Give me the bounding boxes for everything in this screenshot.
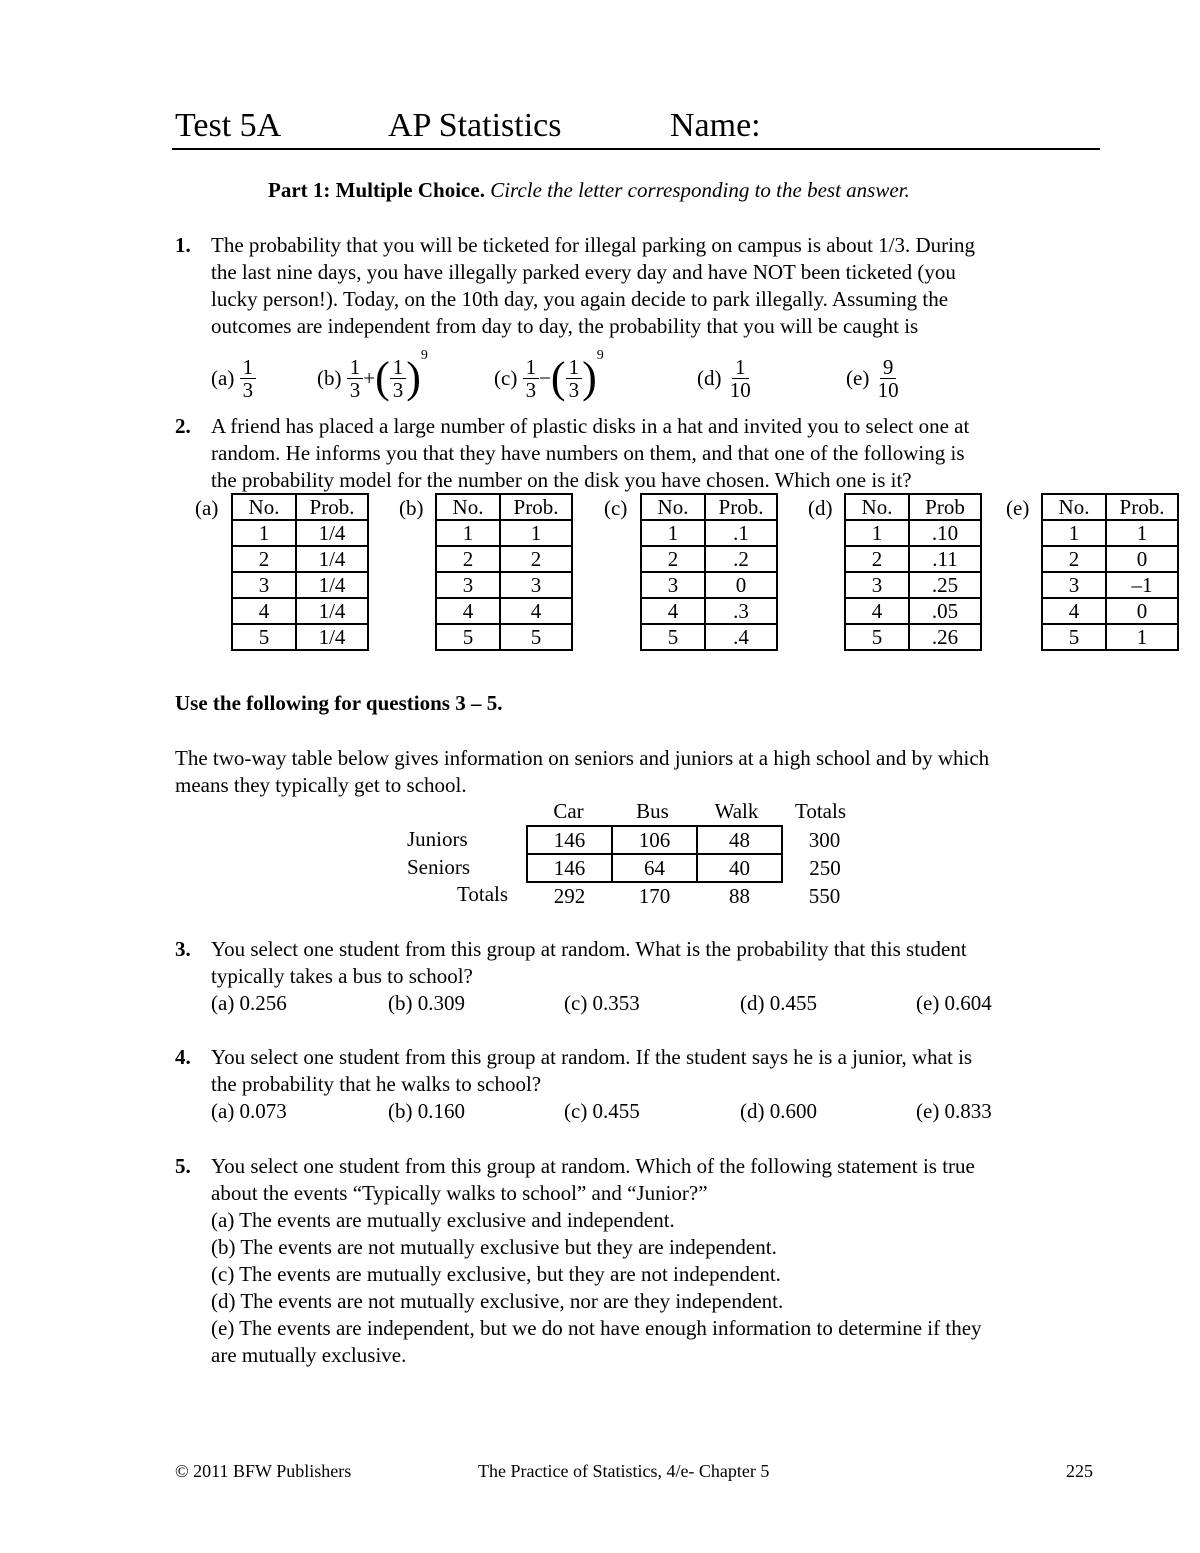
part1-label: Part 1: Multiple Choice. xyxy=(268,178,485,202)
q5-option-a[interactable]: (a) The events are mutually exclusive and independent. xyxy=(211,1208,675,1232)
footer-book: The Practice of Statistics, 4/e- Chapter 5 xyxy=(478,1461,770,1481)
table-cell: 1 xyxy=(1042,520,1106,546)
table-row xyxy=(641,546,777,572)
table-header: Prob xyxy=(909,494,981,520)
q1-b-left-paren: ( xyxy=(375,353,390,402)
table-cell: .05 xyxy=(909,598,981,624)
table-cell: 1/4 xyxy=(296,520,368,546)
table-cell: .3 xyxy=(705,598,777,624)
table-row xyxy=(845,598,981,624)
q3-option-b[interactable]: (b) 0.309 xyxy=(388,991,465,1015)
table-header: No. xyxy=(641,494,705,520)
table-row xyxy=(1042,598,1178,624)
q1-c-num: 1 xyxy=(523,356,540,379)
q5-option-c[interactable]: (c) The events are mutually exclusive, but they are not independent. xyxy=(211,1262,781,1286)
q3-option-a[interactable]: (a) 0.256 xyxy=(211,991,287,1015)
q1-option-a-fraction xyxy=(240,356,257,401)
q4-option-e[interactable]: (e) 0.833 xyxy=(916,1099,992,1123)
course-title: AP Statistics xyxy=(388,107,562,144)
table-row xyxy=(1042,624,1178,650)
table-row xyxy=(1042,520,1178,546)
table-cell: 146 xyxy=(527,826,612,854)
table-cell: 3 xyxy=(845,572,909,598)
table-cell: 106 xyxy=(612,826,697,854)
q1-option-e[interactable] xyxy=(846,348,902,408)
table-cell: 3 xyxy=(1042,572,1106,598)
q1-b-pnum: 1 xyxy=(390,356,407,379)
q2-table-d xyxy=(844,493,982,651)
q3-option-c[interactable]: (c) 0.353 xyxy=(564,991,640,1015)
table-cell: 1 xyxy=(1106,520,1178,546)
table-row xyxy=(436,598,572,624)
q1-option-e-fraction xyxy=(875,356,902,401)
table-cell: 88 xyxy=(729,884,750,908)
q1-b-pden: 3 xyxy=(392,377,404,402)
row-label-seniors: Seniors xyxy=(407,855,470,879)
table-cell: 3 xyxy=(500,572,572,598)
table-row xyxy=(436,624,572,650)
q1-c-den: 3 xyxy=(525,377,537,402)
table-cell: 48 xyxy=(697,826,782,854)
q2-table-e-letter[interactable]: (e) xyxy=(1006,496,1030,520)
q1-option-c[interactable] xyxy=(494,348,604,408)
q4-option-d[interactable]: (d) 0.600 xyxy=(740,1099,817,1123)
q1-e-den: 10 xyxy=(877,377,899,402)
table-cell: 40 xyxy=(697,854,782,882)
table-cell: 1 xyxy=(641,520,705,546)
q1-option-b-letter: (b) xyxy=(317,365,342,390)
row-label-juniors: Juniors xyxy=(407,827,468,851)
q1-d-num: 1 xyxy=(732,356,749,379)
q3-option-d[interactable]: (d) 0.455 xyxy=(740,991,817,1015)
q1-option-d[interactable] xyxy=(697,348,754,408)
table-cell: 2 xyxy=(641,546,705,572)
q1-d-den: 10 xyxy=(729,377,751,402)
q1-option-c-exponent: 9 xyxy=(596,348,604,363)
table-cell: 1/4 xyxy=(296,598,368,624)
table-row xyxy=(232,624,368,650)
table-header: Prob. xyxy=(705,494,777,520)
q4-option-b[interactable]: (b) 0.160 xyxy=(388,1099,465,1123)
table-header: Prob. xyxy=(296,494,368,520)
q5-option-e-cont: are mutually exclusive. xyxy=(211,1343,407,1367)
table-row xyxy=(845,546,981,572)
table-row xyxy=(845,520,981,546)
table-cell: 550 xyxy=(808,883,841,908)
twoway-table xyxy=(526,825,868,909)
table-row xyxy=(641,598,777,624)
q1-line-3: lucky person!). Today, on the 10th day, you again decide to park illegally. Assuming the xyxy=(211,287,949,311)
table-cell: 5 xyxy=(436,624,500,650)
table-header: No. xyxy=(232,494,296,520)
use-following-heading: Use the following for questions 3 – 5. xyxy=(175,691,503,715)
q2-line-1: A friend has placed a large number of plastic disks in a hat and invited you to select one at xyxy=(211,414,970,438)
table-row xyxy=(436,520,572,546)
table-cell: 146 xyxy=(527,854,612,882)
q4-option-a[interactable]: (a) 0.073 xyxy=(211,1099,287,1123)
table-cell: 3 xyxy=(232,572,296,598)
col-header-walk: Walk xyxy=(714,799,759,823)
q3-line-1: You select one student from this group at random. What is the probability that this student xyxy=(211,937,967,961)
q4-option-c[interactable]: (c) 0.455 xyxy=(564,1099,640,1123)
col-header-car: Car xyxy=(553,799,584,823)
q1-option-b[interactable] xyxy=(317,348,428,408)
q1-option-c-inner-fraction xyxy=(566,356,583,401)
q2-table-c xyxy=(640,493,778,651)
table-row xyxy=(527,854,867,882)
q2-number: 2. xyxy=(175,414,191,438)
table-cell: 1/4 xyxy=(296,572,368,598)
q2-table-a-letter[interactable]: (a) xyxy=(195,496,219,520)
q1-option-b-fraction xyxy=(347,356,364,401)
table-cell: 5 xyxy=(500,624,572,650)
q5-line-2: about the events “Typically walks to school” and “Junior?” xyxy=(211,1181,708,1205)
q1-b-num: 1 xyxy=(347,356,364,379)
q1-e-num: 9 xyxy=(880,356,897,379)
table-row xyxy=(232,546,368,572)
q3-line-2: typically takes a bus to school? xyxy=(211,964,473,988)
q1-option-d-fraction xyxy=(727,356,754,401)
q1-option-c-fraction xyxy=(523,356,540,401)
q5-option-e[interactable]: (e) The events are independent, but we do not have enough information to determine if they xyxy=(211,1316,982,1340)
table-row xyxy=(1042,572,1178,598)
table-row xyxy=(436,546,572,572)
header-rule xyxy=(172,148,1100,150)
table-cell: 5 xyxy=(232,624,296,650)
table-cell: 2 xyxy=(436,546,500,572)
table-cell: 4 xyxy=(436,598,500,624)
table-cell: 2 xyxy=(845,546,909,572)
q1-a-num: 1 xyxy=(240,356,257,379)
q1-option-a-letter: (a) xyxy=(211,365,235,390)
table-row xyxy=(436,572,572,598)
table-cell: 1 xyxy=(500,520,572,546)
table-cell: 0 xyxy=(1106,598,1178,624)
table-cell: 3 xyxy=(641,572,705,598)
table-row xyxy=(232,598,368,624)
footer-copyright: © 2011 BFW Publishers xyxy=(175,1461,352,1481)
q4-line-1: You select one student from this group at random. If the student says he is a junior, what is xyxy=(211,1045,973,1069)
q5-option-b[interactable]: (b) The events are not mutually exclusive but they are independent. xyxy=(211,1235,777,1259)
q2-line-3: the probability model for the number on the disk you have chosen. Which one is it? xyxy=(211,468,912,492)
q1-line-1: The probability that you will be ticketed for illegal parking on campus is about 1/3. During xyxy=(211,233,975,257)
table-cell: 2 xyxy=(232,546,296,572)
table-cell: 1 xyxy=(1106,624,1178,650)
table-cell: –1 xyxy=(1106,572,1178,598)
q1-option-a[interactable] xyxy=(211,348,256,408)
table-row xyxy=(641,572,777,598)
table-cell: 300 xyxy=(808,828,841,852)
q4-line-2: the probability that he walks to school? xyxy=(211,1072,542,1096)
col-header-bus: Bus xyxy=(636,799,669,823)
table-cell: .25 xyxy=(909,572,981,598)
table-header: No. xyxy=(436,494,500,520)
table-cell: 3 xyxy=(436,572,500,598)
q1-line-4: outcomes are independent from day to day, the probability that you will be caught is xyxy=(211,314,919,338)
q1-option-b-exponent: 9 xyxy=(420,348,428,363)
table-cell: 5 xyxy=(1042,624,1106,650)
table-row xyxy=(232,572,368,598)
q1-number: 1. xyxy=(175,233,191,257)
q3-number: 3. xyxy=(175,937,191,961)
intro-line-2: means they typically get to school. xyxy=(175,773,467,797)
table-cell: 250 xyxy=(809,856,841,880)
q1-b-right-paren: ) xyxy=(406,353,421,402)
q1-option-e-letter: (e) xyxy=(846,365,870,390)
table-cell: .1 xyxy=(705,520,777,546)
row-label-totals: Totals xyxy=(457,882,509,906)
table-row xyxy=(641,624,777,650)
table-cell: 4 xyxy=(1042,598,1106,624)
table-header: Prob. xyxy=(500,494,572,520)
table-cell: .2 xyxy=(705,546,777,572)
q1-a-den: 3 xyxy=(242,377,254,402)
table-row xyxy=(232,520,368,546)
footer-page-number: 225 xyxy=(1066,1461,1093,1481)
part1-heading xyxy=(268,177,910,204)
q5-number: 5. xyxy=(175,1154,191,1178)
table-row xyxy=(641,520,777,546)
table-header: No. xyxy=(1042,494,1106,520)
q1-line-2: the last nine days, you have illegally parked every day and have NOT been ticketed (you xyxy=(211,260,956,284)
table-cell: 1/4 xyxy=(296,546,368,572)
table-cell: 1/4 xyxy=(296,624,368,650)
q1-option-d-letter: (d) xyxy=(697,365,722,390)
table-header: No. xyxy=(845,494,909,520)
table-header: Prob. xyxy=(1106,494,1178,520)
table-cell: 1 xyxy=(232,520,296,546)
table-cell: 1 xyxy=(436,520,500,546)
col-header-totals: Totals xyxy=(794,799,847,823)
q1-c-left-paren: ( xyxy=(550,353,566,402)
q5-option-d[interactable]: (d) The events are not mutually exclusive, nor are they independent. xyxy=(211,1289,784,1313)
q3-option-e[interactable]: (e) 0.604 xyxy=(916,991,992,1015)
q1-c-right-paren: ) xyxy=(582,353,597,402)
table-row xyxy=(1042,546,1178,572)
q1-b-den: 3 xyxy=(349,377,361,402)
name-label: Name: xyxy=(670,107,761,144)
q5-line-1: You select one student from this group at random. Which of the following statement is true xyxy=(211,1154,975,1178)
table-cell: 4 xyxy=(232,598,296,624)
q1-option-b-inner-fraction xyxy=(390,356,407,401)
table-cell: 0 xyxy=(1106,546,1178,572)
q2-table-b xyxy=(435,493,573,651)
q1-option-c-letter: (c) xyxy=(494,365,518,390)
table-row xyxy=(527,882,867,909)
table-cell: .11 xyxy=(909,546,981,572)
table-cell: .4 xyxy=(705,624,777,650)
q2-table-b-letter[interactable]: (b) xyxy=(399,496,424,520)
test-id: Test 5A xyxy=(175,107,282,144)
q1-c-pnum: 1 xyxy=(566,356,583,379)
q2-table-d-letter[interactable]: (d) xyxy=(808,496,833,520)
q1-option-c-operator: − xyxy=(539,365,551,390)
q2-table-a xyxy=(231,493,369,651)
table-cell: 2 xyxy=(1042,546,1106,572)
q4-number: 4. xyxy=(175,1045,191,1069)
table-row xyxy=(845,572,981,598)
table-cell: 292 xyxy=(553,884,586,908)
q1-c-pden: 3 xyxy=(568,377,580,402)
table-row xyxy=(845,624,981,650)
table-cell: 170 xyxy=(638,884,671,908)
table-cell: 5 xyxy=(845,624,909,650)
q2-table-e xyxy=(1041,493,1179,651)
table-cell: 4 xyxy=(845,598,909,624)
q2-table-c-letter[interactable]: (c) xyxy=(604,496,628,520)
table-cell: 2 xyxy=(500,546,572,572)
table-cell: 5 xyxy=(641,624,705,650)
table-cell: 64 xyxy=(612,854,697,882)
table-cell: 0 xyxy=(705,572,777,598)
q1-option-b-operator: + xyxy=(363,365,376,390)
table-cell: .26 xyxy=(909,624,981,650)
part1-instruction: Circle the letter corresponding to the best answer. xyxy=(490,178,910,202)
table-cell: 1 xyxy=(845,520,909,546)
intro-line-1: The two-way table below gives information on seniors and juniors at a high school and by which xyxy=(175,746,990,770)
table-cell: .10 xyxy=(909,520,981,546)
q2-line-2: random. He informs you that they have numbers on them, and that one of the following is xyxy=(211,441,965,465)
table-cell: 4 xyxy=(641,598,705,624)
table-row xyxy=(527,826,867,854)
table-cell: 4 xyxy=(500,598,572,624)
